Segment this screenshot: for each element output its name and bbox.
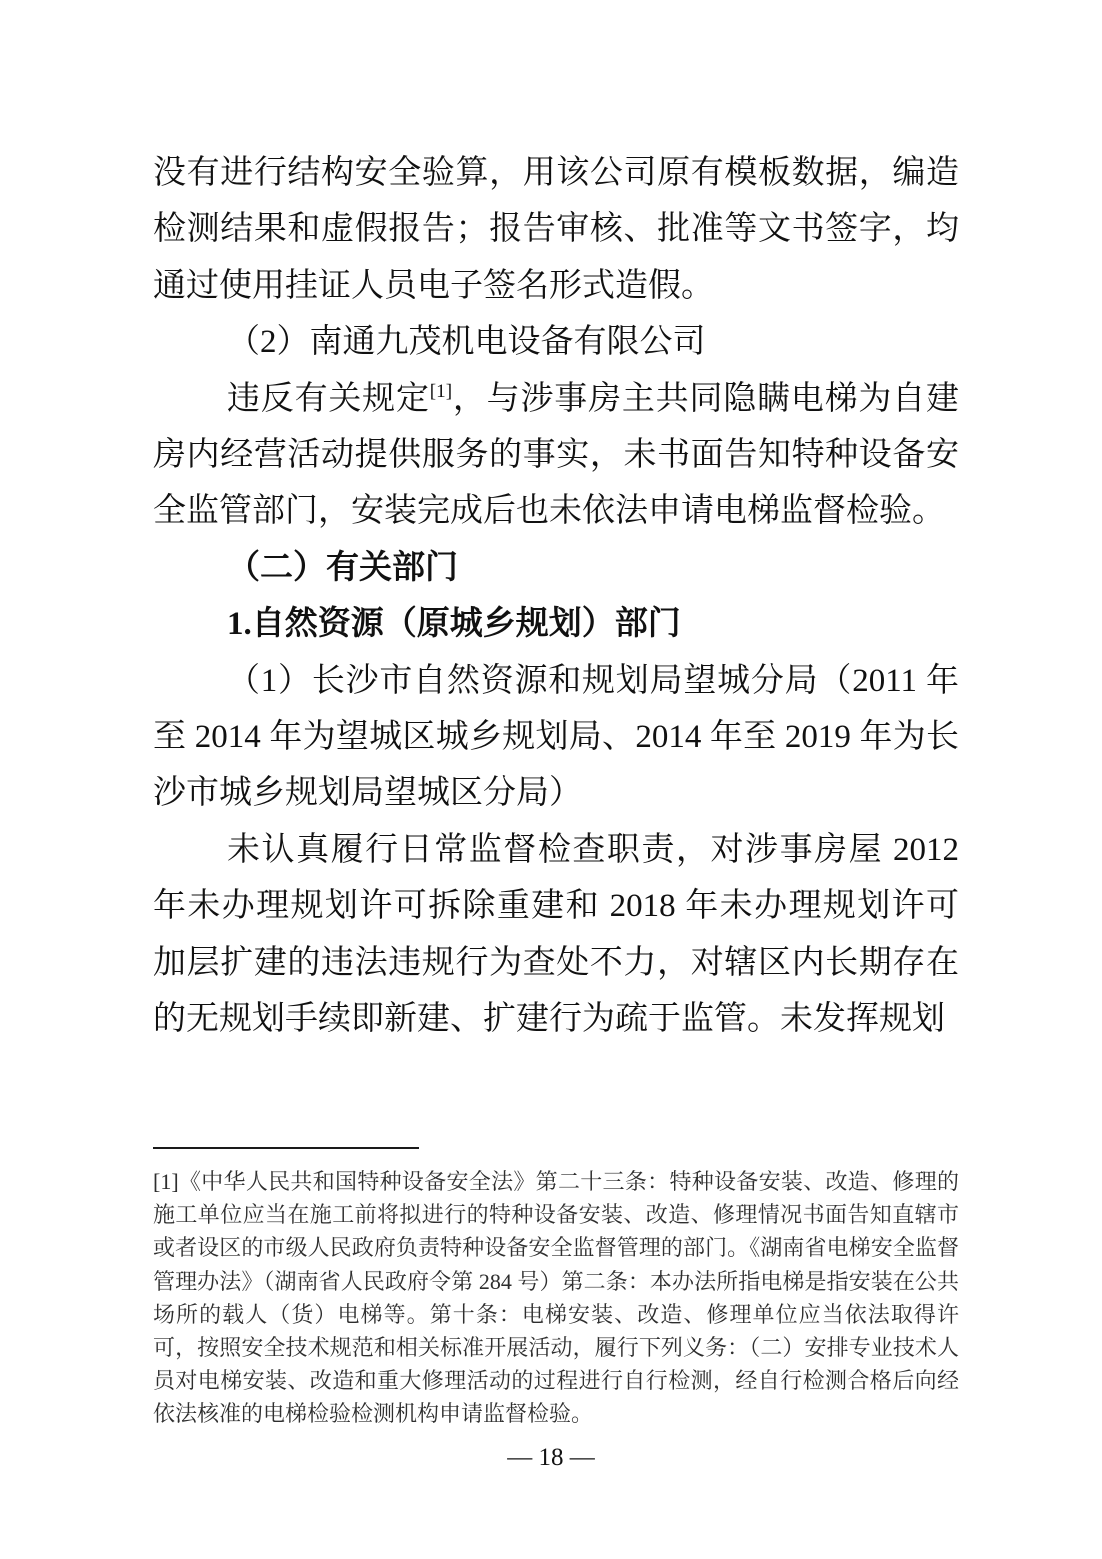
page-number: — 18 — [507, 1444, 595, 1471]
footnote-text: 《中华人民共和国特种设备安全法》第二十三条：特种设备安装、改造、修理的施工单位应当在施工前将拟进行的特种设备安装、改造、修理情况书面告知直辖市或者设区的市级人民政府负责特种设备安全监督管理的部门。《湖南省电梯安全监督管理办法》（湖南省人民政府令第 284 号）第二条：本办法所指电梯是指安装在公共场所的载人（货）电梯等。第十条：电梯安装、改造、修理单位应当依法取得许可，按照安全技术规范和相关标准开展活动，履行下列义务：（二）安排专业技术人员对电梯安装、改造和重大修理活动的过程进行自行检测，经自行检测合格后向经依法核准的电梯检验检测机构申请监督检验。 [153, 1169, 959, 1427]
footnote-marker: [1] [153, 1169, 179, 1194]
footnote-divider [153, 1147, 419, 1149]
subsection-heading: 1.自然资源（原城乡规划）部门 [227, 606, 681, 643]
item-1-paragraph: 未认真履行日常监督检查职责，对涉事房屋 2012 年未办理规划许可拆除重建和 2018 年未办理规划许可加层扩建的违法违规行为查处不力，对辖区内长期存在的无规划手续即新建、扩建行为疏于监管。未发挥规划 [153, 831, 959, 1038]
footnote-block [153, 1165, 959, 1431]
item-2-heading: （2）南通九茂机电设备有限公司 [227, 324, 706, 361]
item-2-text-pre: 违反有关规定 [227, 380, 430, 417]
footnote-ref-superscript: [1] [429, 380, 453, 402]
item-2-text-post: ，与涉事房主共同隐瞒电梯为自建房内经营活动提供服务的事实，未书面告知特种设备安全监管部门，安装完成后也未依法申请电梯监督检验。 [153, 380, 960, 530]
item-2-paragraph [153, 371, 959, 540]
main-text-block [153, 145, 959, 1048]
section-heading: （二）有关部门 [227, 549, 458, 586]
paragraph-continuation: 没有进行结构安全验算，用该公司原有模板数据，编造检测结果和虚假报告；报告审核、批准等文书签字，均通过使用挂证人员电子签名形式造假。 [153, 155, 959, 304]
item-1-heading: （1）长沙市自然资源和规划局望城分局（2011 年至 2014 年为望城区城乡规划局、2014 年至 2019 年为长沙市城乡规划局望城区分局） [153, 662, 959, 812]
